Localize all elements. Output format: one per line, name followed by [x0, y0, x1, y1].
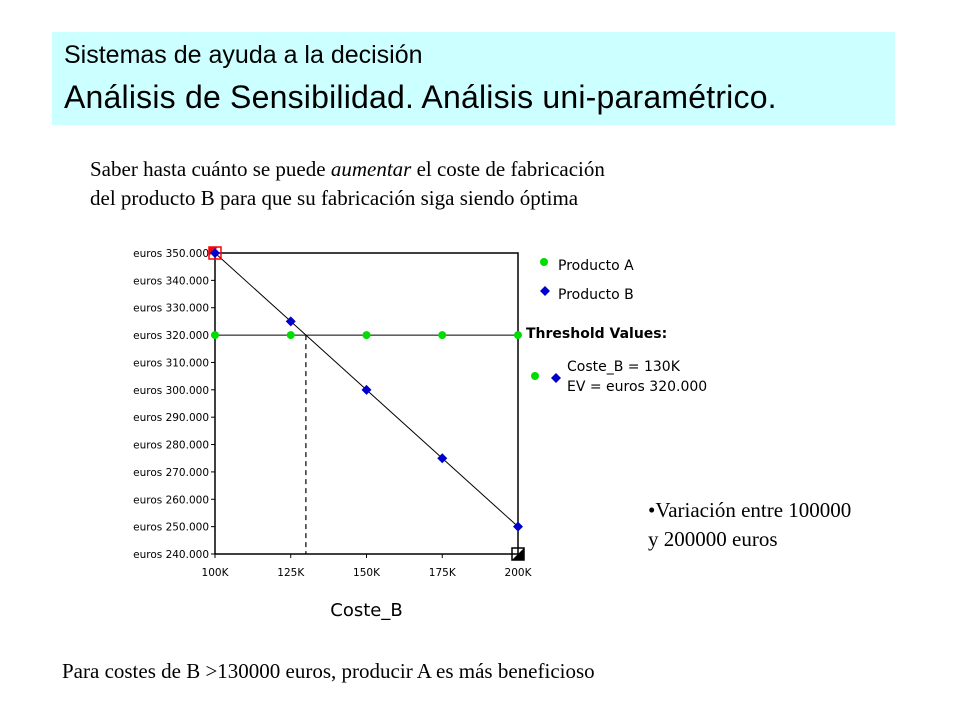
y-tick-label: euros 240.000: [133, 549, 209, 561]
x-tick-label: 200K: [504, 567, 532, 579]
intro-line-2: del producto B para que su fabricación siga siendo óptima: [90, 186, 579, 210]
title-banner: [52, 32, 895, 125]
y-tick-label: euros 250.000: [133, 521, 209, 534]
threshold-marker-producto-b: [551, 373, 561, 383]
intro-line-1: [90, 155, 605, 184]
y-tick-label: euros 280.000: [133, 439, 209, 452]
plot-frame: [215, 253, 518, 554]
y-tick-label: euros 350.000: [133, 248, 209, 260]
y-tick-label: euros 270.000: [133, 466, 209, 479]
y-tick-label: euros 340.000: [133, 275, 209, 288]
threshold-marker-producto-a: [531, 372, 539, 380]
intro-text: [90, 155, 605, 213]
variation-note: [648, 496, 851, 554]
y-tick-label: euros 260.000: [133, 494, 209, 507]
y-tick-label: euros 320.000: [133, 330, 209, 343]
slide-title: Análisis de Sensibilidad. Análisis uni-paramétrico.: [64, 79, 777, 115]
producto-a-point: [287, 331, 295, 339]
sensitivity-chart: [100, 230, 740, 630]
threshold-line-2: EV = euros 320.000: [567, 379, 708, 395]
producto-a-point: [363, 331, 371, 339]
x-tick-label: 150K: [353, 567, 380, 579]
x-tick-label: 175K: [428, 567, 456, 579]
slide-subtitle: Sistemas de ayuda a la decisión: [64, 41, 423, 69]
variation-note-line-2: y 200000 euros: [648, 527, 778, 551]
legend-marker-producto-b: [540, 286, 550, 296]
threshold-title: Threshold Values:: [526, 326, 668, 342]
conclusion-text: Para costes de B >130000 euros, producir A es más beneficioso: [62, 659, 595, 683]
y-tick-label: euros 330.000: [133, 302, 209, 315]
y-tick-label: euros 310.000: [133, 357, 209, 370]
intro-line-1-before: Saber hasta cuánto se puede: [90, 157, 331, 181]
x-tick-label: 125K: [277, 567, 305, 579]
x-axis-title: Coste_B: [330, 600, 403, 621]
legend-marker-producto-a: [540, 258, 548, 266]
y-tick-label: euros 300.000: [133, 384, 209, 397]
intro-emphasis: aumentar: [330, 157, 412, 181]
producto-a-point: [514, 331, 522, 339]
intro-line-1-after: el coste de fabricación: [411, 157, 605, 181]
threshold-line-1: Coste_B = 130K: [567, 359, 680, 375]
variation-note-line-1: •Variación entre 100000: [648, 498, 852, 522]
producto-a-point: [211, 331, 219, 339]
y-tick-label: euros 290.000: [133, 412, 209, 425]
legend-label-producto-b: Producto B: [558, 287, 634, 303]
producto-a-point: [438, 331, 446, 339]
x-tick-label: 100K: [201, 567, 229, 579]
legend-label-producto-a: Producto A: [558, 258, 634, 274]
